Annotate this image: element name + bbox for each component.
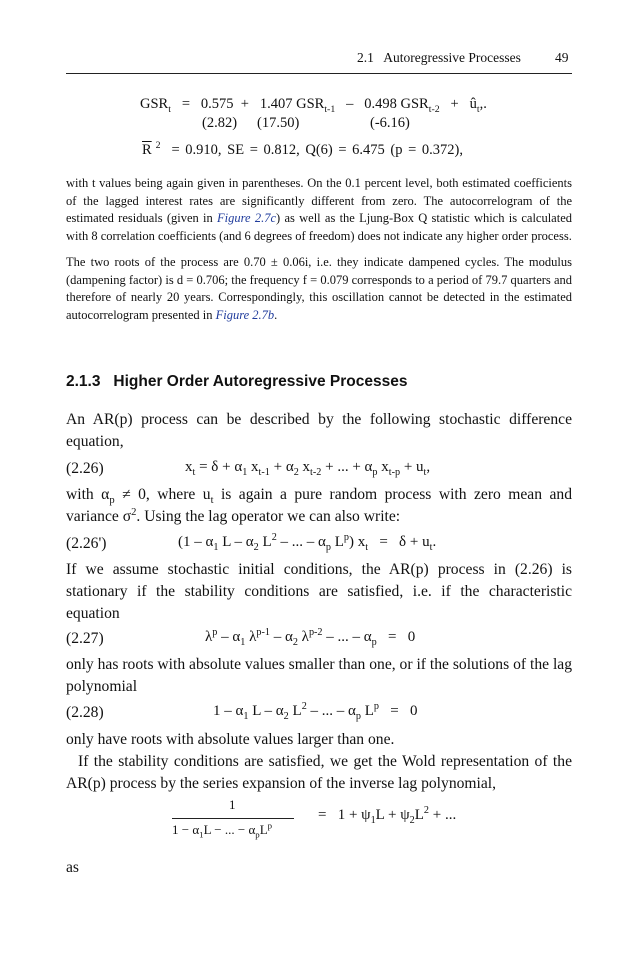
running-header	[357, 50, 521, 66]
fraction-numerator: 1	[229, 797, 236, 812]
page-number: 49	[555, 50, 569, 65]
estimated-equation: $GSR_t$ = 0.575 + 1.407 $GSR_{t-1}$ – 0.498 $GSR_{t-2}$ + $û_t$,.	[140, 96, 487, 115]
t-value-3: (-6.16)	[370, 115, 410, 131]
section-title: Higher Order Autoregressive Processes	[113, 373, 408, 390]
figure-2-7b-link[interactable]: Figure 2.7b	[215, 307, 275, 322]
header-section-number: 2.1	[357, 50, 374, 65]
wold-expansion: = $1 + \psi_1L + \psi_2L^2$ + ...	[318, 805, 457, 826]
figure-2-7c-link[interactable]: Figure 2.7c	[217, 211, 277, 226]
section-number: 2.1.3	[66, 373, 101, 390]
t-value-2: (17.50)	[257, 115, 300, 131]
paragraph-wold: If the stability conditions are satisfied, we get the Wold representation of the AR(p) process by the series expansion of the inverse lag polynomial,	[66, 753, 572, 792]
equation-2-26: $x_t = \delta + \alpha_1$ $x_{t-1} + \alpha_2$ $x_{t-2}$ + ... + $\alpha_p$ $x_{t-p} + u_t$,	[185, 459, 431, 478]
paragraph-white-noise: with $\alpha_p \ne 0$, where $u_t$ is again a pure random process with zero mean and variance $\sigma^2$. Using the lag operator we can also write:	[66, 486, 572, 525]
equation-2-28-label: (2.28)	[66, 704, 104, 721]
equation-2-26p-label: (2.26')	[66, 535, 107, 552]
header-section-title: Autoregressive Processes	[383, 50, 521, 65]
paragraph-roots: The two roots of the process are 0.70 ± 0.06i, i.e. they indicate dampened cycles. The modulus (dampening factor) is d = 0.706; the frequency f = 0.079 corresponds to a period of 79.7 quarters and therefore of nearly 20 years. Correspondingly, this oscillation cannot be detected in the estimated autocorrelogram presented in Figure 2.7b.	[66, 255, 572, 322]
header-rule	[66, 73, 572, 74]
equation-2-26-label: (2.26)	[66, 460, 104, 477]
section-heading	[66, 373, 407, 391]
equation-2-28: $1 - \alpha_1$ L – $\alpha_2$ $L^2$ – ... – $\alpha_p$ $L^p = 0$	[213, 701, 418, 722]
paragraph-stationarity: If we assume stochastic initial conditions, the AR(p) process in (2.26) is stationary if the stability conditions are satisfied, i.e. if the characteristic equation	[66, 561, 572, 622]
fit-statistics: $\overline{R}$ $^2$ = 0.910, SE = 0.812, Q(6) = 6.475 (p = 0.372),	[142, 140, 464, 158]
paragraph-roots-smaller: only has roots with absolute values smaller than one, or if the solutions of the lag polynomial	[66, 656, 572, 695]
r-bar-symbol: $\overline{R}$	[142, 142, 152, 158]
equation-2-27: $\lambda^p - \alpha_1$ $\lambda^{p-1} - \alpha_2$ $\lambda^{p-2}$ – ... – $\alpha_p = 0$	[205, 627, 416, 648]
paragraph-as: as	[66, 859, 79, 876]
equation-2-27-label: (2.27)	[66, 630, 104, 647]
paragraph-residuals: with t values being again given in parentheses. On the 0.1 percent level, both estimated coefficients of the lagged interest rates are significantly different from zero. The autocorrelogram of the estimated residuals (given in Figure 2.7c) as well as the Ljung-Box Q statistic which is calculated with 8 correlation coefficients (and 6 degrees of freedom) does not indicate any higher order process.	[66, 176, 573, 243]
paragraph-intro: An AR(p) process can be described by the following stochastic difference equation,	[66, 411, 572, 450]
equation-2-26p: ($1 - \alpha_1$ L – $\alpha_2$ $L^2$ – ... – $\alpha_p$ $L^p$) $x_t = \delta + u_t$.	[178, 532, 437, 553]
fraction-denominator: $1 - \alpha_1L$ − ... − $\alpha_pL^p$	[172, 820, 273, 840]
paragraph-roots-larger: only have roots with absolute values larger than one.	[66, 731, 395, 748]
t-value-1: (2.82)	[202, 115, 238, 131]
fraction-bar	[172, 818, 294, 819]
